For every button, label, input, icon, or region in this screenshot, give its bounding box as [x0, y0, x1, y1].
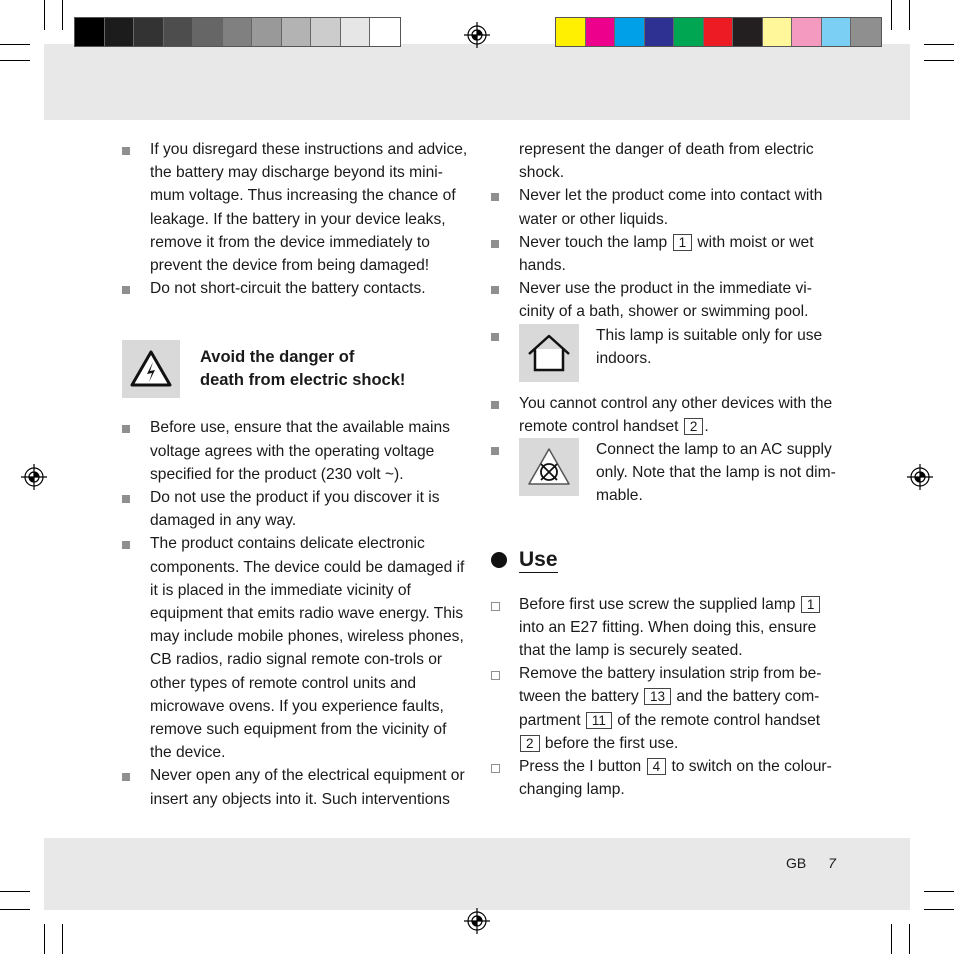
warning-text	[200, 346, 405, 392]
color-swatch	[252, 18, 282, 46]
warning-icon-box	[122, 340, 180, 398]
reference-number: 2	[520, 735, 540, 752]
list-item-text: Connect the lamp to an AC supply only. Note that the lamp is not dim-mable.	[596, 441, 836, 505]
list-item-with-icon	[491, 438, 837, 508]
list-item	[122, 764, 468, 810]
reference-number: 11	[586, 712, 612, 729]
header-band	[44, 44, 910, 120]
color-swatch	[763, 18, 793, 46]
process-color-bar	[555, 17, 882, 47]
step-text: Remove the battery insulation strip from be-tween the battery	[519, 665, 822, 706]
language-code: GB	[786, 855, 807, 871]
bullet-square-icon	[491, 286, 499, 294]
warning-line: death from electric shock!	[200, 371, 406, 390]
warning-line: Avoid the danger of	[200, 348, 355, 367]
color-swatch	[193, 18, 223, 46]
color-swatch	[556, 18, 586, 46]
color-swatch	[282, 18, 312, 46]
list-item-text: Do not short-circuit the battery contacts.	[150, 280, 426, 298]
bullet-square-icon	[491, 447, 499, 455]
color-swatch	[704, 18, 734, 46]
section-dot-icon	[491, 552, 507, 568]
color-swatch	[105, 18, 135, 46]
no-dimmer-icon	[526, 446, 572, 488]
list-item-text: This lamp is suitable only for use indoors.	[596, 326, 823, 367]
color-swatch	[645, 18, 675, 46]
step-text: and the battery com-partment	[519, 688, 820, 729]
registration-mark-icon	[907, 464, 933, 490]
list-item	[122, 277, 468, 300]
section-heading	[491, 548, 837, 573]
color-swatch	[341, 18, 371, 46]
warning-block	[122, 340, 468, 398]
list-item	[122, 486, 468, 532]
step-item	[491, 593, 837, 663]
list-item-text: You cannot control any other devices with the remote control handset	[519, 394, 833, 435]
grayscale-color-bar	[74, 17, 401, 47]
right-column	[491, 138, 837, 801]
bullet-square-icon	[491, 401, 499, 409]
registration-mark-icon	[21, 464, 47, 490]
color-swatch	[822, 18, 852, 46]
step-text: Before first use screw the supplied lamp	[519, 595, 796, 613]
list-item	[122, 416, 468, 486]
step-text: into an E27 fitting. When doing this, ensure that the lamp is securely seated.	[519, 618, 817, 660]
color-swatch	[75, 18, 105, 46]
list-item-text: Never let the product come into contact with water or other liquids.	[519, 187, 823, 228]
list-item	[122, 532, 468, 764]
reference-number: 4	[647, 758, 667, 775]
list-item-text: .	[704, 417, 709, 435]
checkbox-bullet-icon	[491, 671, 500, 680]
list-item-text: Never use the product in the immediate vi-cinity of a bath, shower or swimming pool.	[519, 280, 812, 321]
reference-number: 2	[684, 418, 704, 435]
step-text: before the first use.	[544, 734, 679, 752]
reference-number: 13	[644, 688, 671, 705]
list-item	[491, 277, 837, 323]
registration-mark-icon	[464, 908, 490, 934]
bullet-square-icon	[491, 240, 499, 248]
color-swatch	[615, 18, 645, 46]
electric-shock-warning-icon	[130, 350, 172, 388]
section-title: Use	[519, 547, 558, 571]
page-number: 7	[828, 855, 836, 871]
color-swatch	[223, 18, 253, 46]
house-icon	[525, 332, 573, 374]
continuation-text: represent the danger of death from electric shock.	[519, 141, 814, 182]
color-swatch	[164, 18, 194, 46]
list-item-text: If you disregard these instructions and advice, the battery may discharge beyond its mini-mum voltage. Thus increasing the chance of leakage. If the battery in your device leaks, remove it from the device immediately to prevent the device from being damaged!	[150, 141, 468, 275]
bullet-square-icon	[491, 193, 499, 201]
bullet-square-icon	[122, 286, 130, 294]
list-item-text: Do not use the product if you discover it is damaged in any way.	[150, 489, 440, 530]
reference-number: 1	[801, 596, 821, 613]
left-column	[122, 138, 468, 811]
list-item	[491, 184, 837, 230]
list-item	[122, 138, 468, 277]
color-swatch	[370, 18, 400, 46]
bullet-square-icon	[122, 773, 130, 781]
color-swatch	[733, 18, 763, 46]
bullet-square-icon	[122, 425, 130, 433]
list-item-text: Never touch the lamp	[519, 233, 668, 251]
color-swatch	[586, 18, 616, 46]
color-swatch	[134, 18, 164, 46]
bullet-square-icon	[122, 541, 130, 549]
color-swatch	[311, 18, 341, 46]
reference-number: 1	[673, 234, 693, 251]
ac-icon-box	[519, 438, 579, 496]
list-item-text: The product contains delicate electronic components. The device could be damaged if it is placed in the immediate vicinity of equipment that emits radio wave energy. This may include mobile phones, wireless phones, CB radios, radio signal remote con-trols or other types of remote control units and microwave ovens. If you experience faults, remove such equipment from the vicinity of the device.	[150, 535, 465, 762]
list-item	[491, 231, 837, 277]
step-text: of the remote control handset	[617, 711, 821, 729]
checkbox-bullet-icon	[491, 602, 500, 611]
step-text: to switch on the colour-changing lamp.	[519, 758, 832, 799]
indoor-icon-box	[519, 324, 579, 382]
list-item	[491, 392, 837, 438]
bullet-square-icon	[491, 333, 499, 341]
list-item-with-icon	[491, 324, 837, 384]
bullet-square-icon	[122, 147, 130, 155]
color-swatch	[851, 18, 881, 46]
step-item	[491, 662, 837, 755]
list-item-text: Before use, ensure that the available mains voltage agrees with the operating voltage specified for the product (230 volt ~).	[150, 419, 450, 483]
list-item-text: Never open any of the electrical equipment or insert any objects into it. Such interventions	[150, 767, 465, 808]
footer-band	[44, 838, 910, 910]
checkbox-bullet-icon	[491, 764, 500, 773]
step-item	[491, 755, 837, 801]
page-footer	[786, 855, 836, 871]
color-swatch	[792, 18, 822, 46]
bullet-square-icon	[122, 495, 130, 503]
color-swatch	[674, 18, 704, 46]
list-item-text: with moist or wet hands.	[519, 233, 814, 275]
registration-mark-icon	[464, 22, 490, 48]
step-text: Press the I button	[519, 758, 642, 776]
